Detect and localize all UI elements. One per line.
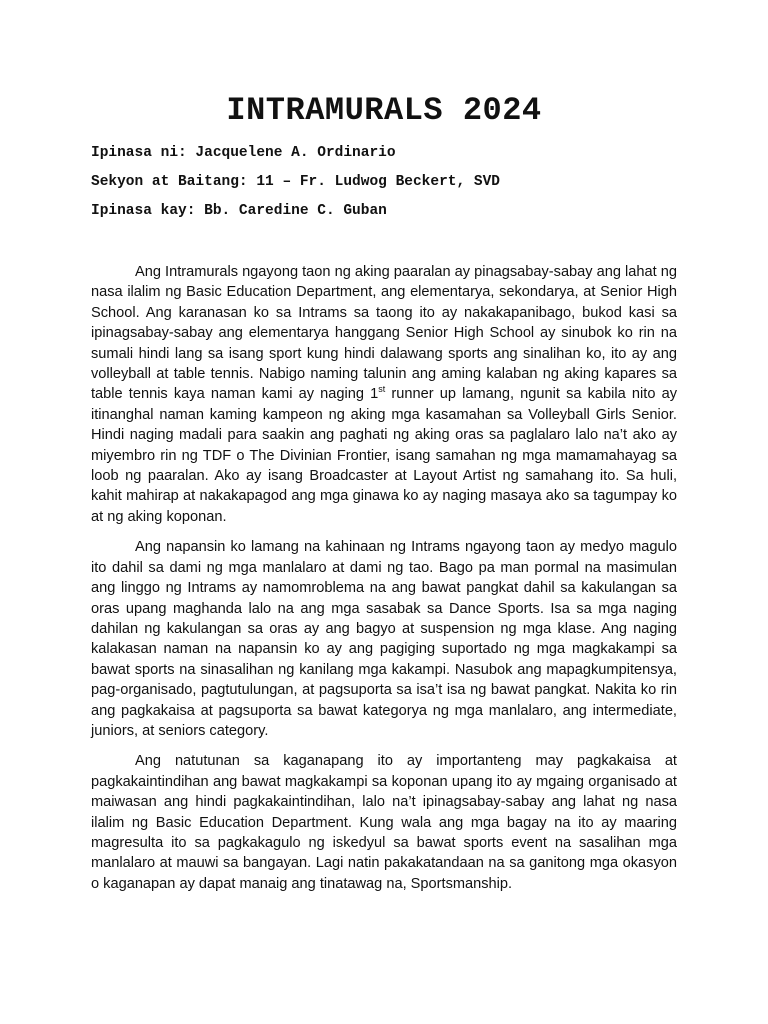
submitted-to-label: Ipinasa kay:	[91, 203, 196, 219]
section-grade-label: Sekyon at Baitang:	[91, 174, 248, 190]
paragraph-1	[91, 262, 677, 527]
section-grade-value: 11 – Fr. Ludwog Beckert, SVD	[256, 174, 500, 190]
document-title: INTRAMURALS 2024	[226, 92, 542, 129]
submitted-by-value: Jacquelene A. Ordinario	[195, 145, 396, 161]
paragraph-1-part-1: Ang Intramurals ngayong taon ng aking paaralan ay pinagsabay-sabay ang lahat ng nasa ilalim ng Basic Education Department, ang elementarya, sekondarya, at Senior High School. Ang karanasan ko sa Intrams sa taong ito ay nakakapanibago, bukod kasi sa ipinagsabay-sabay ang elementarya hanggang Senior High School ay sinubok ko rin na sumali hindi lang sa isang sport kung hindi dalawang sports ang sinalihan ko, ito ay ang volleyball at table tennis. Nabigo naming talunin ang aming kalaban ng aking kapares sa table tennis kaya naman kami ay naging 1	[91, 264, 677, 403]
submitted-to-value: Bb. Caredine C. Guban	[204, 203, 387, 219]
submitted-by-line	[91, 144, 396, 162]
section-grade-line	[91, 173, 500, 191]
paragraph-2: Ang napansin ko lamang na kahinaan ng Intrams ngayong taon ay medyo magulo ito dahil sa dami ng mga manlalaro at dami ng tao. Bago pa man pormal na masimulan ang linggo ng Intrams ay namomroblema na ang bawat pangkat dahil sa kakulangan sa oras upang maghanda lalo na ang mga sasabak sa Dance Sports. Isa sa mga naging dahilan ng kakulangan sa oras ay ang bagyo at suspension ng mga klase. Ang naging kalakasan naman na napansin ko ay ang pagiging suportado ng mga magkakampi sa bawat sports na sinasalihan ng kanilang mga kakampi. Nasubok ang mapagkumpitensya, pag-organisado, pagtutulungan, at pagsuporta sa isa’t isa ng bawat pangkat. Nakita ko rin ang pagkakaisa at pagsuporta sa bawat kategorya ng mga manlalaro, ang intermediate, juniors, at seniors category.	[91, 539, 677, 739]
paragraph-3: Ang natutunan sa kaganapang ito ay importanteng may pagkakaisa at pagkakaintindihan ang bawat magkakampi sa koponan upang ito ay mgaing organisado at maiwasan ang hindi pagkakaintindihan, lalo na’t ipinagsabay-sabay ang lahat ng nasa ilalim ng Basic Education Department. Kung wala ang mga bagay na ito ay maaring magresulta ito sa pagkakagulo ng iskedyul sa bawat sports event na sasalihan mga manlalaro at mauwi sa bangayan. Lagi natin pakakatandaan na sa ganitong mga okasyon o kaganapan ay dapat manaig ang tinatawag na, Sportsmanship.	[91, 753, 677, 892]
essay-body	[91, 262, 677, 904]
submitted-by-label: Ipinasa ni:	[91, 145, 187, 161]
paragraph-1-part-2: runner up lamang, ngunit sa kabila nito ay itinanghal naman kaming kampeon ng aking mga kasamahan sa Volleyball Girls Senior. Hindi naging madali para saakin ang paghati ng aking oras sa paglalaro lalo na’t ako ay miyembro rin ng TDF o The Divinian Frontier, isang samahan ng mga mamamahayag sa loob ng paaralan. Ako ay isang Broadcaster at Layout Artist ng samahang ito. Sa huli, kahit mahirap at nakakapagod ang mga ginawa ko ay naging masaya ako sa tagumpay ko at ng aking koponan.	[91, 386, 677, 525]
ordinal-suffix: st	[378, 384, 386, 395]
submitted-to-line	[91, 202, 387, 220]
